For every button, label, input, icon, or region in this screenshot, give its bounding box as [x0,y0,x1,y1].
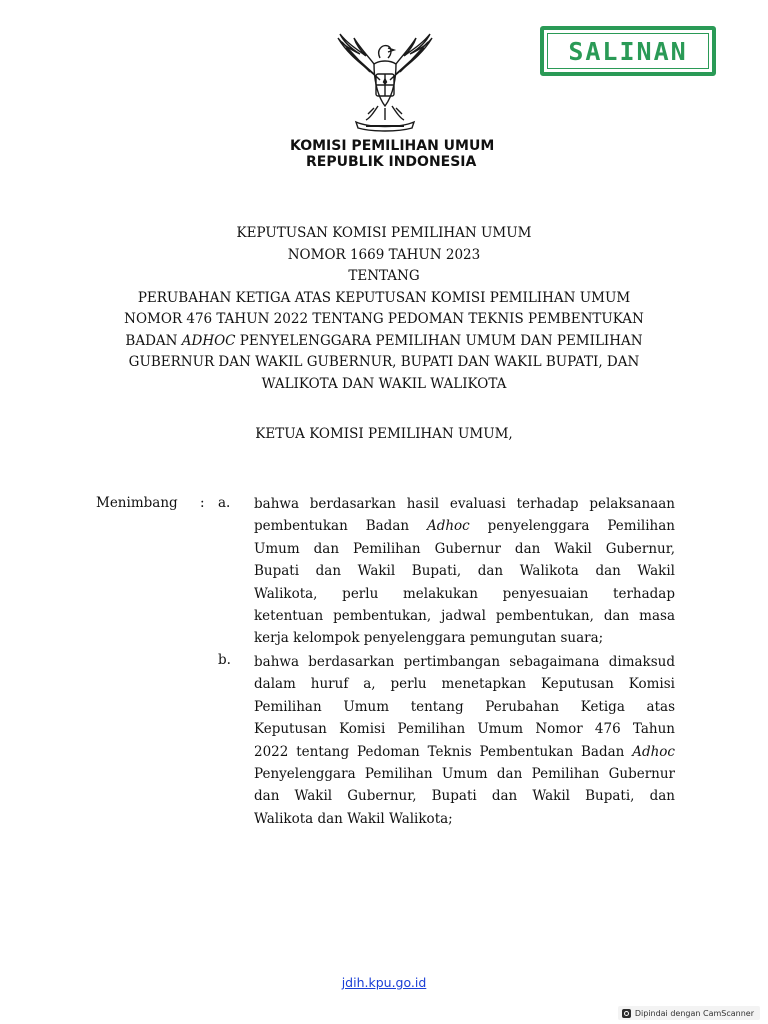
item-b-line-1: bahwa berdasarkan pertimbangan sebagaimana dimaksud [254,654,675,670]
item-b-line-4: Keputusan Komisi Pemilihan Umum Nomor 476 Tahun [254,721,675,738]
stamp-text: SALINAN [568,36,688,66]
camscanner-icon [622,1009,631,1018]
item-b-line-8: Walikota dan Wakil Walikota; [254,810,453,827]
item-b-line-5-pre: 2022 tentang Pedoman Teknis Pembentukan Badan [254,743,633,760]
item-b-line-5 [254,741,675,763]
item-b-line-3: Pemilihan Umum tentang Perubahan Ketiga atas [254,698,675,715]
title-line-6 [0,331,768,353]
item-a-paragraph [254,493,675,650]
menimbang-label: Menimbang [96,495,178,511]
title-line-1: KEPUTUSAN KOMISI PEMILIHAN UMUM [236,225,532,241]
item-a-line-1: bahwa berdasarkan hasil evaluasi terhadap pelaksanaan [254,496,675,512]
organization-name [290,138,495,170]
org-line-2: REPUBLIK INDONESIA [306,154,477,170]
decree-title [0,223,768,395]
item-a-line-3: Umum dan Pemilihan Gubernur dan Wakil Gubernur, [254,540,675,557]
title-line-4: PERUBAHAN KETIGA ATAS KEPUTUSAN KOMISI PEMILIHAN UMUM [137,289,631,306]
item-b-line-2: dalam huruf a, perlu menetapkan Keputusan Komisi [254,676,675,693]
camscanner-watermark [618,1006,760,1020]
camscanner-text: Dipindai dengan CamScanner [634,1008,754,1018]
item-a-line-6: ketentuan pembentukan, jadwal pembentukan, dan masa [254,608,675,625]
title-line-7: GUBERNUR DAN WAKIL GUBERNUR, BUPATI DAN WAKIL BUPATI, DAN [128,354,640,370]
title-line-6-post: PENYELENGGARA PEMILIHAN UMUM DAN PEMILIHAN [235,332,643,349]
jdih-link[interactable]: jdih.kpu.go.id [341,975,427,990]
item-b-line-5-italic: Adhoc [632,743,675,760]
item-a-line-2-pre: pembentukan Badan [254,518,427,535]
item-a-line-5: Walikota, perlu melakukan penyesuaian terhadap [254,585,675,602]
item-a-line-2 [254,515,675,537]
item-b-line-7: dan Wakil Gubernur, Bupati dan Wakil Bupati, dan [254,788,675,805]
item-a-line-4: Bupati dan Wakil Bupati, dan Walikota dan Wakil [254,563,675,580]
item-a-letter: a. [218,495,231,511]
org-line-1: KOMISI PEMILIHAN UMUM [290,138,495,154]
title-line-5: NOMOR 476 TAHUN 2022 TENTANG PEDOMAN TEKNIS PEMBENTUKAN [124,311,644,327]
title-line-6-pre: BADAN [125,332,182,349]
item-b-paragraph [254,651,675,830]
item-a-line-2-post: penyelenggara Pemilihan [469,518,675,535]
title-line-3: TENTANG [348,268,420,284]
title-line-6-italic: ADHOC [181,332,236,349]
title-line-2: NOMOR 1669 TAHUN 2023 [287,246,481,263]
item-a-line-7: kerja kelompok penyelenggara pemungutan suara; [254,630,604,647]
item-b-letter: b. [218,652,231,668]
garuda-emblem-icon [330,28,440,136]
menimbang-colon: : [200,495,205,511]
item-b-line-6: Penyelenggara Pemilihan Umum dan Pemilihan Gubernur [254,766,675,783]
item-a-line-2-italic: Adhoc [426,518,470,535]
ketua-heading: KETUA KOMISI PEMILIHAN UMUM, [255,426,513,442]
salinan-stamp [540,26,716,76]
title-line-8: WALIKOTA DAN WAKIL WALIKOTA [261,375,507,392]
